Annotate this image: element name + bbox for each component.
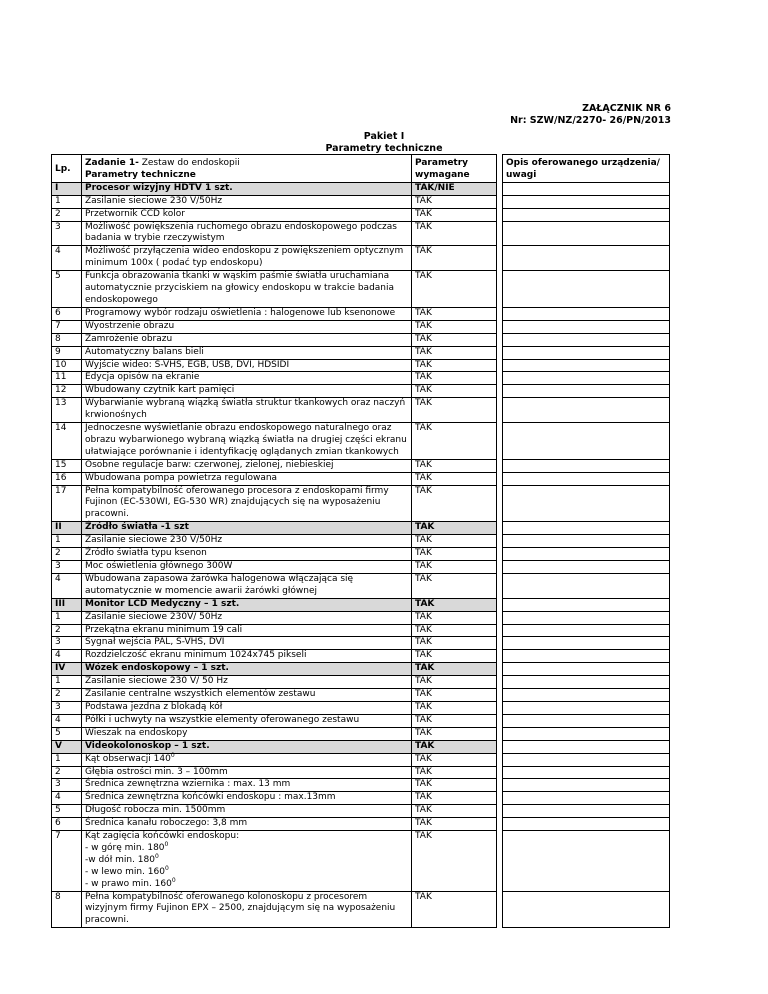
- offer-description-cell[interactable]: [503, 246, 670, 271]
- row-number: III: [52, 598, 82, 611]
- description-text: Moc oświetlenia głównego 300W: [85, 561, 233, 571]
- table-row: [52, 676, 670, 689]
- offer-description-cell[interactable]: [503, 598, 670, 611]
- row-description: [82, 398, 412, 423]
- required-value: TAK: [412, 561, 497, 574]
- required-value: TAK: [412, 385, 497, 398]
- row-description: [82, 359, 412, 372]
- table-row: [52, 398, 670, 423]
- row-number: 3: [52, 561, 82, 574]
- offer-description-cell[interactable]: [503, 485, 670, 522]
- table-row: [52, 333, 670, 346]
- row-description: [82, 246, 412, 271]
- required-value: TAK: [412, 611, 497, 624]
- row-number: 14: [52, 423, 82, 460]
- section-title: [82, 740, 412, 753]
- description-text: Zasilanie sieciowe 230 V/50Hz: [85, 195, 223, 206]
- required-value: TAK: [412, 753, 497, 766]
- header-required-line1: Parametry: [415, 158, 469, 168]
- description-text: Videokolonoskop – 1 szt.: [85, 740, 210, 751]
- required-value: TAK: [412, 727, 497, 740]
- params-title: Parametry techniczne: [325, 143, 443, 154]
- offer-description-cell[interactable]: [503, 573, 670, 598]
- row-description: [82, 818, 412, 831]
- row-number: 2: [52, 624, 82, 637]
- description-text: Możliwość przyłączenia wideo endoskopu z powiększeniem optycznym minimum 100x ( podać typ endoskopu): [85, 246, 404, 269]
- table-row: [52, 423, 670, 460]
- row-description: [82, 753, 412, 766]
- required-value: TAK: [412, 650, 497, 663]
- row-description: [82, 346, 412, 359]
- row-number: 6: [52, 818, 82, 831]
- required-value: TAK: [412, 598, 497, 611]
- required-value: TAK: [412, 740, 497, 753]
- offer-description-cell[interactable]: [503, 766, 670, 779]
- table-row: [52, 472, 670, 485]
- row-number: 1: [52, 195, 82, 208]
- row-description: [82, 727, 412, 740]
- section-row: [52, 522, 670, 535]
- description-text: Średnica kanału roboczego: 3,8 mm: [85, 818, 248, 829]
- offer-description-cell[interactable]: [503, 346, 670, 359]
- description-text: Przetwornik CCD kolor: [85, 208, 185, 219]
- table-row: [52, 459, 670, 472]
- table-row: [52, 805, 670, 818]
- row-description: [82, 650, 412, 663]
- row-number: 5: [52, 805, 82, 818]
- offer-description-cell[interactable]: [503, 372, 670, 385]
- parameters-table: [51, 154, 670, 928]
- offer-description-cell[interactable]: [503, 701, 670, 714]
- row-number: 17: [52, 485, 82, 522]
- offer-description-cell[interactable]: [503, 307, 670, 320]
- row-description: [82, 624, 412, 637]
- required-value: TAK: [412, 423, 497, 460]
- table-row: [52, 195, 670, 208]
- offer-description-cell[interactable]: [503, 663, 670, 676]
- table-row: [52, 689, 670, 702]
- row-number: 9: [52, 346, 82, 359]
- description-text: Podstawa jezdna z blokadą kół: [85, 701, 223, 712]
- required-value: TAK: [412, 818, 497, 831]
- table-row: [52, 779, 670, 792]
- package-header: [0, 131, 768, 155]
- required-value: TAK/NIE: [412, 182, 497, 195]
- offer-description-cell[interactable]: [503, 320, 670, 333]
- description-text: Wyjście wideo: S-VHS, EGB, USB, DVI, HDSIDI: [85, 359, 290, 370]
- row-number: 4: [52, 650, 82, 663]
- description-text: Procesor wizyjny HDTV 1 szt.: [85, 182, 233, 193]
- row-number: 4: [52, 246, 82, 271]
- required-value: TAK: [412, 271, 497, 308]
- row-number: II: [52, 522, 82, 535]
- row-number: 15: [52, 459, 82, 472]
- required-value: TAK: [412, 891, 497, 928]
- description-subline: [85, 852, 408, 867]
- attachment-number: Nr: SZW/NZ/2270- 26/PN/2013: [510, 115, 671, 126]
- offer-description-cell[interactable]: [503, 714, 670, 727]
- row-description: [82, 831, 412, 892]
- table-row: [52, 221, 670, 246]
- table-row: [52, 359, 670, 372]
- row-number: 7: [52, 320, 82, 333]
- required-value: TAK: [412, 221, 497, 246]
- description-text: Wbudowany czytnik kart pamięci: [85, 385, 235, 396]
- description-text: Pełna kompatybilność oferowanego procesora z endoskopami firmy Fujinon (EC-530WI, EG-530 WR) znajdujących się na wyposażeniu pracowni.: [85, 485, 389, 520]
- required-value: TAK: [412, 208, 497, 221]
- row-number: 3: [52, 779, 82, 792]
- required-value: TAK: [412, 573, 497, 598]
- table-row: [52, 246, 670, 271]
- description-text: Zasilanie sieciowe 230 V/50Hz: [85, 535, 223, 546]
- row-number: 1: [52, 611, 82, 624]
- description-text: Zasilanie sieciowe 230 V/ 50 Hz: [85, 676, 228, 687]
- row-number: IV: [52, 663, 82, 676]
- superscript: 0: [171, 876, 176, 884]
- offer-description-cell[interactable]: [503, 208, 670, 221]
- description-text: Jednoczesne wyświetlanie obrazu endoskopowego naturalnego oraz obrazu wybarwionego wybraną wiązką światła na drugiej części ekranu ułatwiające porównanie i identyfikację oglądanych zmian tkankowych: [85, 423, 407, 457]
- superscript: 0: [154, 852, 159, 860]
- description-text: Pełna kompatybilność oferowanego kolonoskopu z procesorem wizyjnym firmy Fujinon EPX – 2500, znajdującym się na wyposażeniu pracowni.: [85, 891, 396, 926]
- table-row: [52, 320, 670, 333]
- row-number: 4: [52, 792, 82, 805]
- table-row: [52, 624, 670, 637]
- attachment-header: [510, 103, 671, 127]
- row-number: 5: [52, 727, 82, 740]
- row-description: [82, 485, 412, 522]
- table-row: [52, 385, 670, 398]
- row-description: [82, 561, 412, 574]
- required-value: TAK: [412, 548, 497, 561]
- required-value: TAK: [412, 676, 497, 689]
- required-value: TAK: [412, 766, 497, 779]
- header-required-line2: wymagane: [415, 169, 470, 180]
- description-text: Programowy wybór rodzaju oświetlenia : halogenowe lub ksenonowe: [85, 307, 396, 318]
- table-row: [52, 637, 670, 650]
- table-row: [52, 891, 670, 928]
- offer-description-cell[interactable]: [503, 182, 670, 195]
- table-row: [52, 271, 670, 308]
- description-text: Zasilanie centralne wszystkich elementów zestawu: [85, 689, 316, 700]
- header-task-name: Zestaw do endoskopii: [138, 158, 240, 168]
- section-row: [52, 182, 670, 195]
- row-description: [82, 766, 412, 779]
- required-value: TAK: [412, 663, 497, 676]
- row-description: [82, 573, 412, 598]
- row-number: 2: [52, 766, 82, 779]
- offer-description-cell[interactable]: [503, 891, 670, 928]
- row-description: [82, 792, 412, 805]
- row-number: V: [52, 740, 82, 753]
- table-row: [52, 573, 670, 598]
- row-number: 10: [52, 359, 82, 372]
- description-subline: [85, 864, 408, 879]
- row-description: [82, 459, 412, 472]
- offer-description-cell[interactable]: [503, 522, 670, 535]
- row-number: 3: [52, 637, 82, 650]
- description-text: Osobne regulacje barw: czerwonej, zielonej, niebieskiej: [85, 459, 334, 470]
- superscript: 0: [170, 751, 175, 759]
- attachment-label: ZAŁĄCZNIK NR 6: [582, 103, 671, 114]
- required-value: TAK: [412, 624, 497, 637]
- description-subline: [85, 876, 408, 891]
- description-text: Wózek endoskopowy – 1 szt.: [85, 663, 229, 674]
- description-subline: [85, 840, 408, 855]
- row-description: [82, 333, 412, 346]
- description-text: Średnica zewnętrzna wziernika : max. 13 mm: [85, 779, 291, 790]
- required-value: TAK: [412, 459, 497, 472]
- row-number: 4: [52, 714, 82, 727]
- table-row: [52, 727, 670, 740]
- superscript: 0: [164, 864, 169, 872]
- table-row: [52, 208, 670, 221]
- table-row: [52, 701, 670, 714]
- offer-description-cell[interactable]: [503, 831, 670, 892]
- header-task-params: Parametry techniczne: [85, 169, 196, 180]
- row-description: [82, 385, 412, 398]
- table-row: [52, 753, 670, 766]
- table-row: [52, 372, 670, 385]
- row-number: 11: [52, 372, 82, 385]
- required-value: TAK: [412, 831, 497, 892]
- description-text: Kąt obserwacji 140: [85, 753, 171, 764]
- row-description: [82, 221, 412, 246]
- row-number: 2: [52, 548, 82, 561]
- row-description: [82, 372, 412, 385]
- row-number: 6: [52, 307, 82, 320]
- table-row: [52, 535, 670, 548]
- offer-description-cell[interactable]: [503, 398, 670, 423]
- offer-description-cell[interactable]: [503, 740, 670, 753]
- offer-description-cell[interactable]: [503, 195, 670, 208]
- package-title: Pakiet I: [363, 131, 405, 142]
- offer-description-cell[interactable]: [503, 548, 670, 561]
- row-number: 1: [52, 535, 82, 548]
- row-number: 4: [52, 573, 82, 598]
- row-number: 8: [52, 333, 82, 346]
- description-text: Wieszak na endoskopy: [85, 727, 188, 738]
- table-row: [52, 611, 670, 624]
- required-value: TAK: [412, 485, 497, 522]
- section-row: [52, 740, 670, 753]
- offer-description-cell[interactable]: [503, 535, 670, 548]
- offer-description-cell[interactable]: [503, 676, 670, 689]
- subline-text: -w dół min. 180: [85, 854, 155, 865]
- offer-description-cell[interactable]: [503, 423, 670, 460]
- header-task: [82, 155, 412, 183]
- header-lp: Lp.: [52, 155, 82, 183]
- row-number: 2: [52, 208, 82, 221]
- row-description: [82, 689, 412, 702]
- required-value: TAK: [412, 522, 497, 535]
- description-text: Funkcja obrazowania tkanki w wąskim paśmie światła uruchamiana automatycznie przyciskiem na głowicy endoskopu w trakcie badania endoskopowego: [85, 271, 395, 305]
- section-title: [82, 598, 412, 611]
- row-description: [82, 535, 412, 548]
- section-title: [82, 522, 412, 535]
- table-row: [52, 307, 670, 320]
- offer-description-cell[interactable]: [503, 333, 670, 346]
- description-text: Możliwość powiększenia ruchomego obrazu endoskopowego podczas badania w trybie rzeczywistym: [85, 221, 397, 244]
- description-text: Wbudowana zapasowa żarówka halogenowa włączająca się automatycznie w momencie awarii żarówki głównej: [85, 573, 354, 596]
- table-row: [52, 818, 670, 831]
- required-value: TAK: [412, 637, 497, 650]
- required-value: TAK: [412, 472, 497, 485]
- offer-description-cell[interactable]: [503, 650, 670, 663]
- section-title: [82, 182, 412, 195]
- description-text: Automatyczny balans bieli: [85, 346, 204, 357]
- row-number: 3: [52, 221, 82, 246]
- description-text: Przekątna ekranu minimum 19 cali: [85, 624, 243, 635]
- header-opis: Opis oferowanego urządzenia/ uwagi: [503, 155, 670, 183]
- subline-text: - w prawo min. 160: [85, 878, 172, 889]
- subline-text: - w lewo min. 160: [85, 866, 165, 877]
- description-text: Zamrożenie obrazu: [85, 333, 173, 344]
- offer-description-cell[interactable]: [503, 385, 670, 398]
- description-text: Źródło światła typu ksenon: [85, 548, 207, 559]
- header-task-number: Zadanie 1-: [85, 158, 139, 168]
- row-number: 1: [52, 676, 82, 689]
- row-description: [82, 307, 412, 320]
- offer-description-cell[interactable]: [503, 753, 670, 766]
- required-value: TAK: [412, 701, 497, 714]
- row-description: [82, 548, 412, 561]
- row-description: [82, 891, 412, 928]
- offer-description-cell[interactable]: [503, 472, 670, 485]
- row-number: 7: [52, 831, 82, 892]
- row-number: 3: [52, 701, 82, 714]
- offer-description-cell[interactable]: [503, 637, 670, 650]
- offer-description-cell[interactable]: [503, 805, 670, 818]
- table-header-row: [52, 155, 670, 183]
- description-text: Głębia ostrości min. 3 – 100mm: [85, 766, 228, 777]
- row-description: [82, 779, 412, 792]
- row-description: [82, 271, 412, 308]
- required-value: TAK: [412, 779, 497, 792]
- offer-description-cell[interactable]: [503, 818, 670, 831]
- required-value: TAK: [412, 346, 497, 359]
- row-description: [82, 637, 412, 650]
- offer-description-cell[interactable]: [503, 271, 670, 308]
- description-text: Kąt zagięcia końcówki endoskopu:: [85, 831, 240, 842]
- table-row: [52, 792, 670, 805]
- table-row: [52, 650, 670, 663]
- offer-description-cell[interactable]: [503, 689, 670, 702]
- row-description: [82, 611, 412, 624]
- required-value: TAK: [412, 372, 497, 385]
- row-description: [82, 805, 412, 818]
- row-description: [82, 472, 412, 485]
- subline-text: - w górę min. 180: [85, 842, 165, 853]
- row-description: [82, 195, 412, 208]
- offer-description-cell[interactable]: [503, 221, 670, 246]
- row-number: 5: [52, 271, 82, 308]
- section-row: [52, 598, 670, 611]
- description-text: Źródło światła -1 szt: [85, 522, 189, 533]
- section-title: [82, 663, 412, 676]
- table-body: [52, 182, 670, 927]
- required-value: TAK: [412, 805, 497, 818]
- row-description: [82, 701, 412, 714]
- row-number: 12: [52, 385, 82, 398]
- required-value: TAK: [412, 333, 497, 346]
- table-row: [52, 561, 670, 574]
- row-description: [82, 208, 412, 221]
- required-value: TAK: [412, 246, 497, 271]
- row-number: 16: [52, 472, 82, 485]
- required-value: TAK: [412, 398, 497, 423]
- required-value: TAK: [412, 359, 497, 372]
- description-text: Sygnał wejścia PAL, S-VHS, DVI: [85, 637, 225, 648]
- table-row: [52, 766, 670, 779]
- description-text: Zasilanie sieciowe 230V/ 50Hz: [85, 611, 223, 622]
- required-value: TAK: [412, 307, 497, 320]
- section-row: [52, 663, 670, 676]
- superscript: 0: [164, 840, 169, 848]
- table-row: [52, 485, 670, 522]
- row-number: 13: [52, 398, 82, 423]
- row-description: [82, 714, 412, 727]
- row-description: [82, 676, 412, 689]
- table-row: [52, 714, 670, 727]
- row-number: 2: [52, 689, 82, 702]
- description-text: Wbudowana pompa powietrza regulowana: [85, 472, 278, 483]
- description-text: Średnica zewnętrzna końcówki endoskopu : max.13mm: [85, 792, 336, 803]
- offer-description-cell[interactable]: [503, 459, 670, 472]
- required-value: TAK: [412, 195, 497, 208]
- description-text: Półki i uchwyty na wszystkie elementy oferowanego zestawu: [85, 714, 360, 725]
- offer-description-cell[interactable]: [503, 624, 670, 637]
- header-required: [412, 155, 497, 183]
- description-text: Długość robocza min. 1500mm: [85, 805, 226, 816]
- row-number: 1: [52, 753, 82, 766]
- offer-description-cell[interactable]: [503, 779, 670, 792]
- offer-description-cell[interactable]: [503, 561, 670, 574]
- description-text: Wybarwianie wybraną wiązką światła struktur tkankowych oraz naczyń krwionośnych: [85, 398, 406, 421]
- description-text: Edycja opisów na ekranie: [85, 372, 200, 383]
- required-value: TAK: [412, 792, 497, 805]
- description-text: Rozdzielczość ekranu minimum 1024x745 pikseli: [85, 650, 307, 661]
- required-value: TAK: [412, 689, 497, 702]
- offer-description-cell[interactable]: [503, 359, 670, 372]
- row-description: [82, 423, 412, 460]
- table-row: [52, 831, 670, 892]
- row-number: I: [52, 182, 82, 195]
- offer-description-cell[interactable]: [503, 792, 670, 805]
- table-row: [52, 548, 670, 561]
- required-value: TAK: [412, 320, 497, 333]
- offer-description-cell[interactable]: [503, 727, 670, 740]
- offer-description-cell[interactable]: [503, 611, 670, 624]
- required-value: TAK: [412, 714, 497, 727]
- row-number: 8: [52, 891, 82, 928]
- table-row: [52, 346, 670, 359]
- description-text: Monitor LCD Medyczny – 1 szt.: [85, 598, 240, 609]
- row-description: [82, 320, 412, 333]
- required-value: TAK: [412, 535, 497, 548]
- description-text: Wyostrzenie obrazu: [85, 320, 175, 331]
